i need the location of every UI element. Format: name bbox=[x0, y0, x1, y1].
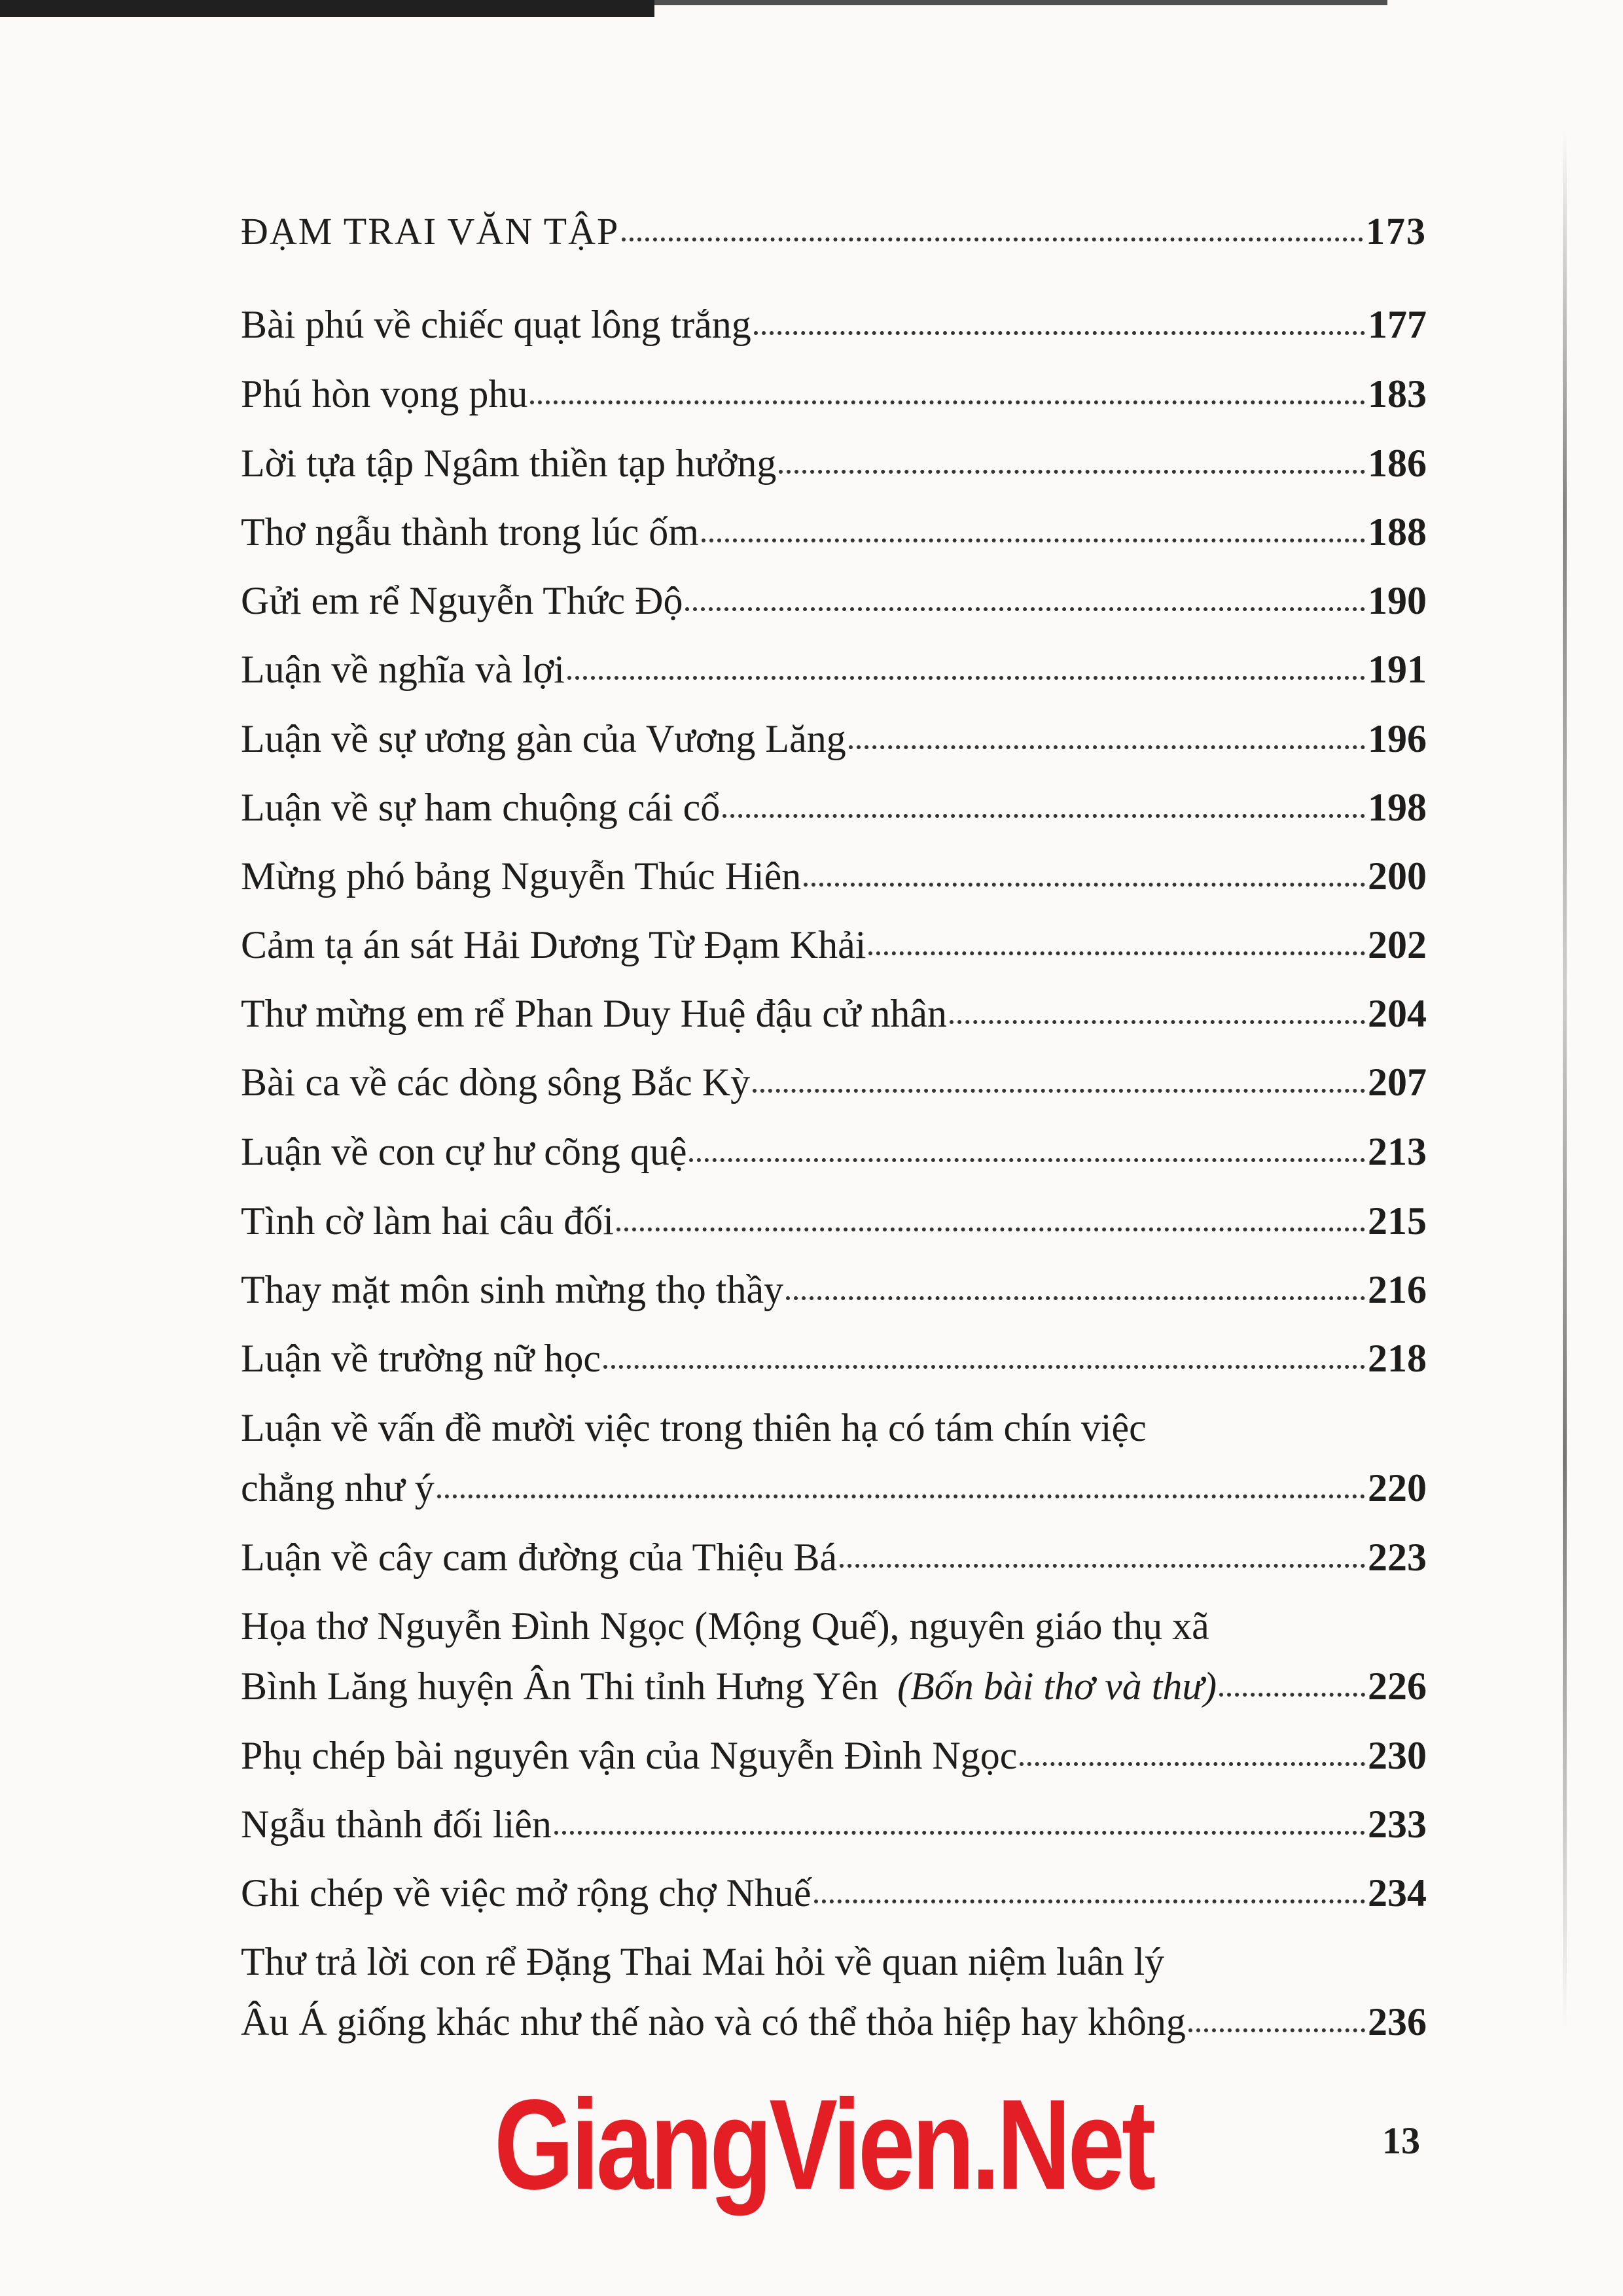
toc-entry bbox=[241, 921, 1427, 968]
entry-page: 215 bbox=[1368, 1199, 1427, 1243]
entry-page: 190 bbox=[1368, 579, 1427, 622]
toc-entry bbox=[241, 990, 1427, 1037]
dot-leader bbox=[437, 1481, 1365, 1498]
dot-leader bbox=[1188, 2015, 1365, 2032]
entry-title: Luận về trường nữ học bbox=[241, 1337, 601, 1380]
entry-page: 213 bbox=[1368, 1130, 1427, 1173]
entry-title: Mừng phó bảng Nguyễn Thúc Hiên bbox=[241, 855, 802, 898]
dot-leader bbox=[868, 938, 1365, 955]
dot-leader bbox=[530, 387, 1365, 404]
entry-title-wrap bbox=[241, 1663, 1217, 1710]
entry-title: Phụ chép bài nguyên vận của Nguyễn Đình Ngọc bbox=[241, 1734, 1018, 1777]
entry-page: 196 bbox=[1368, 717, 1427, 760]
entry-title-line1: Thư trả lời con rể Đặng Thai Mai hỏi về quan niệm luân lý bbox=[241, 1940, 1165, 1983]
toc-entry bbox=[241, 1998, 1427, 2045]
entry-page: 233 bbox=[1368, 1803, 1427, 1846]
dot-leader bbox=[622, 224, 1363, 241]
toc-entry bbox=[241, 646, 1427, 693]
toc-section-heading bbox=[241, 208, 1427, 255]
toc-entry bbox=[241, 1464, 1427, 1511]
dot-leader bbox=[603, 1352, 1365, 1369]
entry-page: 220 bbox=[1368, 1466, 1427, 1510]
entry-page: 218 bbox=[1368, 1337, 1427, 1380]
entry-page: 230 bbox=[1368, 1734, 1427, 1777]
dot-leader bbox=[722, 801, 1365, 818]
scan-edge-shadow-light bbox=[654, 0, 1387, 5]
dot-leader bbox=[840, 1551, 1365, 1568]
entry-title: Cảm tạ án sát Hải Dương Từ Đạm Khải bbox=[241, 923, 866, 966]
entry-title: Ngẫu thành đối liên bbox=[241, 1803, 552, 1846]
dot-leader bbox=[950, 1007, 1365, 1024]
toc-entry bbox=[241, 440, 1427, 487]
dot-leader bbox=[616, 1214, 1365, 1231]
entry-title: Luận về con cự hư cõng quệ bbox=[241, 1130, 687, 1173]
toc-entry bbox=[241, 1266, 1427, 1313]
entry-title: Thay mặt môn sinh mừng thọ thầy bbox=[241, 1268, 784, 1311]
dot-leader bbox=[804, 870, 1365, 887]
entry-title: Luận về cây cam đường của Thiệu Bá bbox=[241, 1536, 838, 1579]
toc-entry bbox=[241, 370, 1427, 417]
entry-title: Tình cờ làm hai câu đối bbox=[241, 1199, 614, 1243]
toc-entry bbox=[241, 715, 1427, 762]
toc-entry bbox=[241, 508, 1427, 556]
dot-leader bbox=[814, 1886, 1365, 1903]
dot-leader bbox=[702, 525, 1365, 542]
dot-leader bbox=[689, 1145, 1365, 1162]
entry-title: Bài ca về các dòng sông Bắc Kỳ bbox=[241, 1061, 751, 1104]
entry-title: Âu Á giống khác như thế nào và có thể thỏa hiệp hay không bbox=[241, 2000, 1186, 2043]
entry-page: 188 bbox=[1368, 510, 1427, 554]
entry-page: 183 bbox=[1368, 372, 1427, 415]
entry-note: (Bốn bài thơ và thư) bbox=[897, 1665, 1217, 1708]
page-number: 13 bbox=[1382, 2119, 1420, 2162]
toc-entry bbox=[241, 1197, 1427, 1245]
toc-entry bbox=[241, 853, 1427, 900]
entry-title: Luận về sự ương gàn của Vương Lăng bbox=[241, 717, 846, 760]
entry-page: 198 bbox=[1368, 786, 1427, 829]
toc-entry bbox=[241, 1128, 1427, 1175]
entry-page: 202 bbox=[1368, 923, 1427, 966]
watermark: GiangVien.Net bbox=[494, 2073, 1153, 2216]
dot-leader bbox=[567, 663, 1365, 680]
toc-entry bbox=[241, 1801, 1427, 1848]
toc-entry bbox=[241, 1663, 1427, 1710]
dot-leader bbox=[1020, 1749, 1365, 1766]
entry-title: Luận về sự ham chuộng cái cổ bbox=[241, 786, 721, 829]
entry-title-line1: Luận về vấn đề mười việc trong thiên hạ có tám chín việc bbox=[241, 1406, 1147, 1449]
entry-page: 223 bbox=[1368, 1536, 1427, 1579]
dot-leader bbox=[685, 594, 1365, 611]
section-page: 173 bbox=[1366, 210, 1427, 253]
entry-page: 191 bbox=[1368, 648, 1427, 691]
entry-title: Thơ ngẫu thành trong lúc ốm bbox=[241, 510, 699, 554]
entry-page: 226 bbox=[1368, 1665, 1427, 1708]
entry-title: Bài phú về chiếc quạt lông trắng bbox=[241, 303, 751, 346]
toc-entry bbox=[241, 1059, 1427, 1106]
toc-entry bbox=[241, 577, 1427, 624]
entry-title: Lời tựa tập Ngâm thiền tạp hưởng bbox=[241, 442, 777, 485]
entry-title: Gửi em rể Nguyễn Thức Độ bbox=[241, 579, 683, 622]
entry-title-line1: Họa thơ Nguyễn Đình Ngọc (Mộng Quế), nguyên giáo thụ xã bbox=[241, 1604, 1209, 1648]
scan-edge-shadow bbox=[0, 0, 654, 17]
entry-page: 234 bbox=[1368, 1871, 1427, 1915]
entry-title: Bình Lăng huyện Ân Thi tỉnh Hưng Yên bbox=[241, 1665, 879, 1708]
dot-leader bbox=[786, 1283, 1365, 1300]
dot-leader bbox=[753, 1076, 1365, 1093]
entry-page: 186 bbox=[1368, 442, 1427, 485]
toc-entry bbox=[241, 301, 1427, 348]
entry-page: 204 bbox=[1368, 992, 1427, 1035]
toc-entry bbox=[241, 1732, 1427, 1779]
dot-leader bbox=[554, 1818, 1365, 1835]
entry-title: Phú hòn vọng phu bbox=[241, 372, 528, 415]
section-title: ĐẠM TRAI VĂN TẬP bbox=[241, 210, 620, 253]
entry-title: Ghi chép về việc mở rộng chợ Nhuế bbox=[241, 1871, 812, 1915]
entry-title: Thư mừng em rể Phan Duy Huệ đậu cử nhân bbox=[241, 992, 947, 1035]
entry-page: 207 bbox=[1368, 1061, 1427, 1104]
dot-leader bbox=[1219, 1680, 1365, 1697]
entry-page: 236 bbox=[1368, 2000, 1427, 2043]
entry-title: Luận về nghĩa và lợi bbox=[241, 648, 565, 691]
dot-leader bbox=[849, 732, 1365, 749]
entry-title: chẳng như ý bbox=[241, 1466, 435, 1510]
toc-entry bbox=[241, 1869, 1427, 1916]
page-edge-shadow bbox=[1563, 131, 1567, 2028]
dot-leader bbox=[779, 457, 1365, 474]
toc-entry bbox=[241, 1534, 1427, 1581]
entry-page: 177 bbox=[1368, 303, 1427, 346]
entry-page: 200 bbox=[1368, 855, 1427, 898]
toc-entry bbox=[241, 1335, 1427, 1382]
toc-entry bbox=[241, 784, 1427, 831]
entry-page: 216 bbox=[1368, 1268, 1427, 1311]
dot-leader bbox=[754, 318, 1365, 335]
